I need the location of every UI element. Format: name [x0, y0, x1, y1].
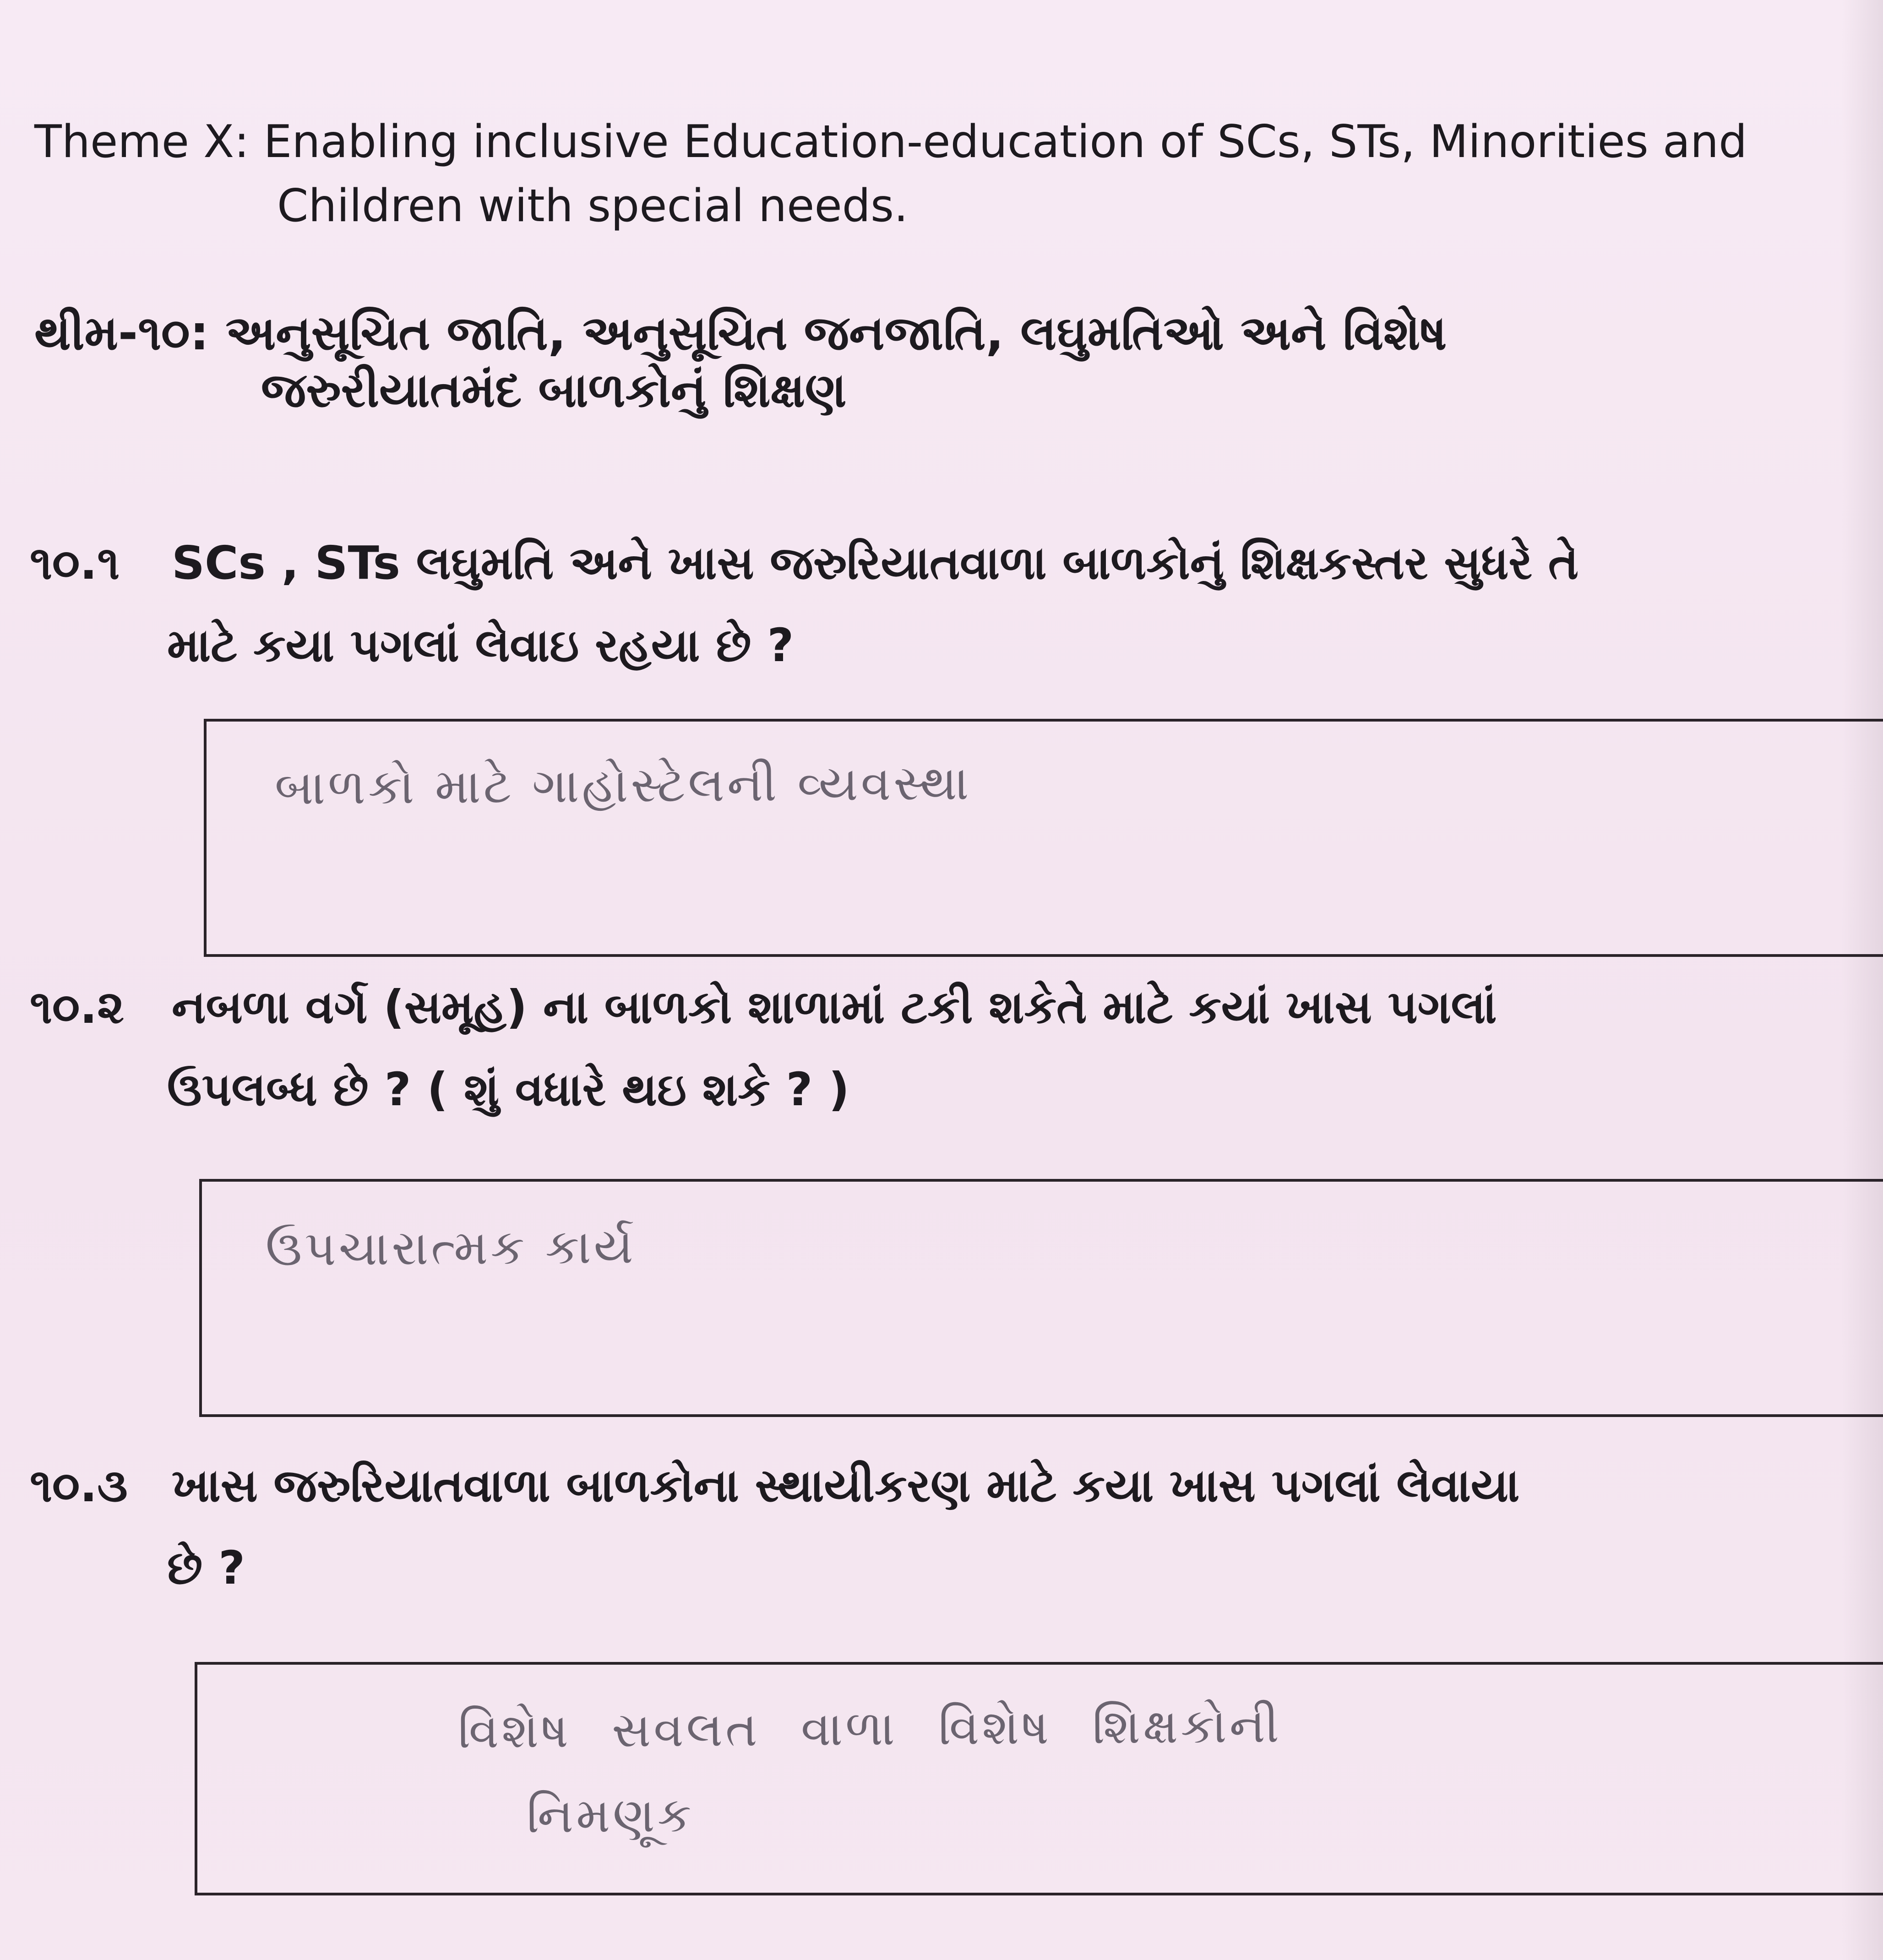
question-10-2 [30, 975, 1825, 1122]
handwritten-answer-10-1: બાળકો માટે ગાહોસ્ટેલની વ્યવસ્થા [274, 755, 972, 816]
question-text-line-1: SCs , STs લઘુમતિ અને ખાસ જરુરિયાતવાળા બાળકોનું શિક્ષકસ્તર સુધરે તે [172, 536, 1579, 590]
theme-gujarati-line-1: થીમ-૧૦: અનુસૂચિત જાતિ, અનુસૂચિત જનજાતિ, લઘુમતિઓ અને વિશેષ [34, 305, 1447, 361]
theme-gujarati-line-2: જરુરીયાતમંદ બાળકોનું શિક્ષણ [261, 362, 847, 418]
question-text-line-2: છે ? [167, 1541, 245, 1595]
theme-english-line-2: Children with special needs. [277, 180, 909, 232]
question-number: ૧૦.૩ [30, 1459, 128, 1512]
question-text-line-1: નબળા વર્ગ (સમૂહ) ના બાળકો શાળામાં ટકી શકેતે માટે કયાં ખાસ પગલાં [172, 980, 1497, 1034]
handwritten-answer-10-2: ઉપચારાત્મક કાર્ય [265, 1218, 637, 1277]
question-text-line-1: ખાસ જરુરિયાતવાળા બાળકોના સ્થાયીકરણ માટે કયા ખાસ પગલાં લેવાયા [172, 1459, 1520, 1512]
theme-heading-english [34, 110, 1829, 238]
question-number: ૧૦.૨ [30, 980, 124, 1034]
question-text-line-2: ઉપલબ્ધ છે ? ( શું વધારે થઇ શકે ? ) [167, 1063, 850, 1116]
question-number: ૧૦.૧ [30, 536, 120, 590]
handwritten-answer-10-3-line-1: વિશેષ સવલત વાળા વિશેષ શિક્ષકોની [457, 1697, 1282, 1759]
question-10-3 [30, 1454, 1825, 1600]
question-10-1 [30, 531, 1825, 678]
theme-english-line-1: Theme X: Enabling inclusive Education-education of SCs, STs, Minorities and [34, 116, 1747, 168]
theme-heading-gujarati [34, 304, 1820, 419]
question-text-line-2: માટે કયા પગલાં લેવાઇ રહયા છે ? [167, 619, 794, 672]
handwritten-answer-10-3-line-2: નિમણૂક [526, 1786, 695, 1844]
